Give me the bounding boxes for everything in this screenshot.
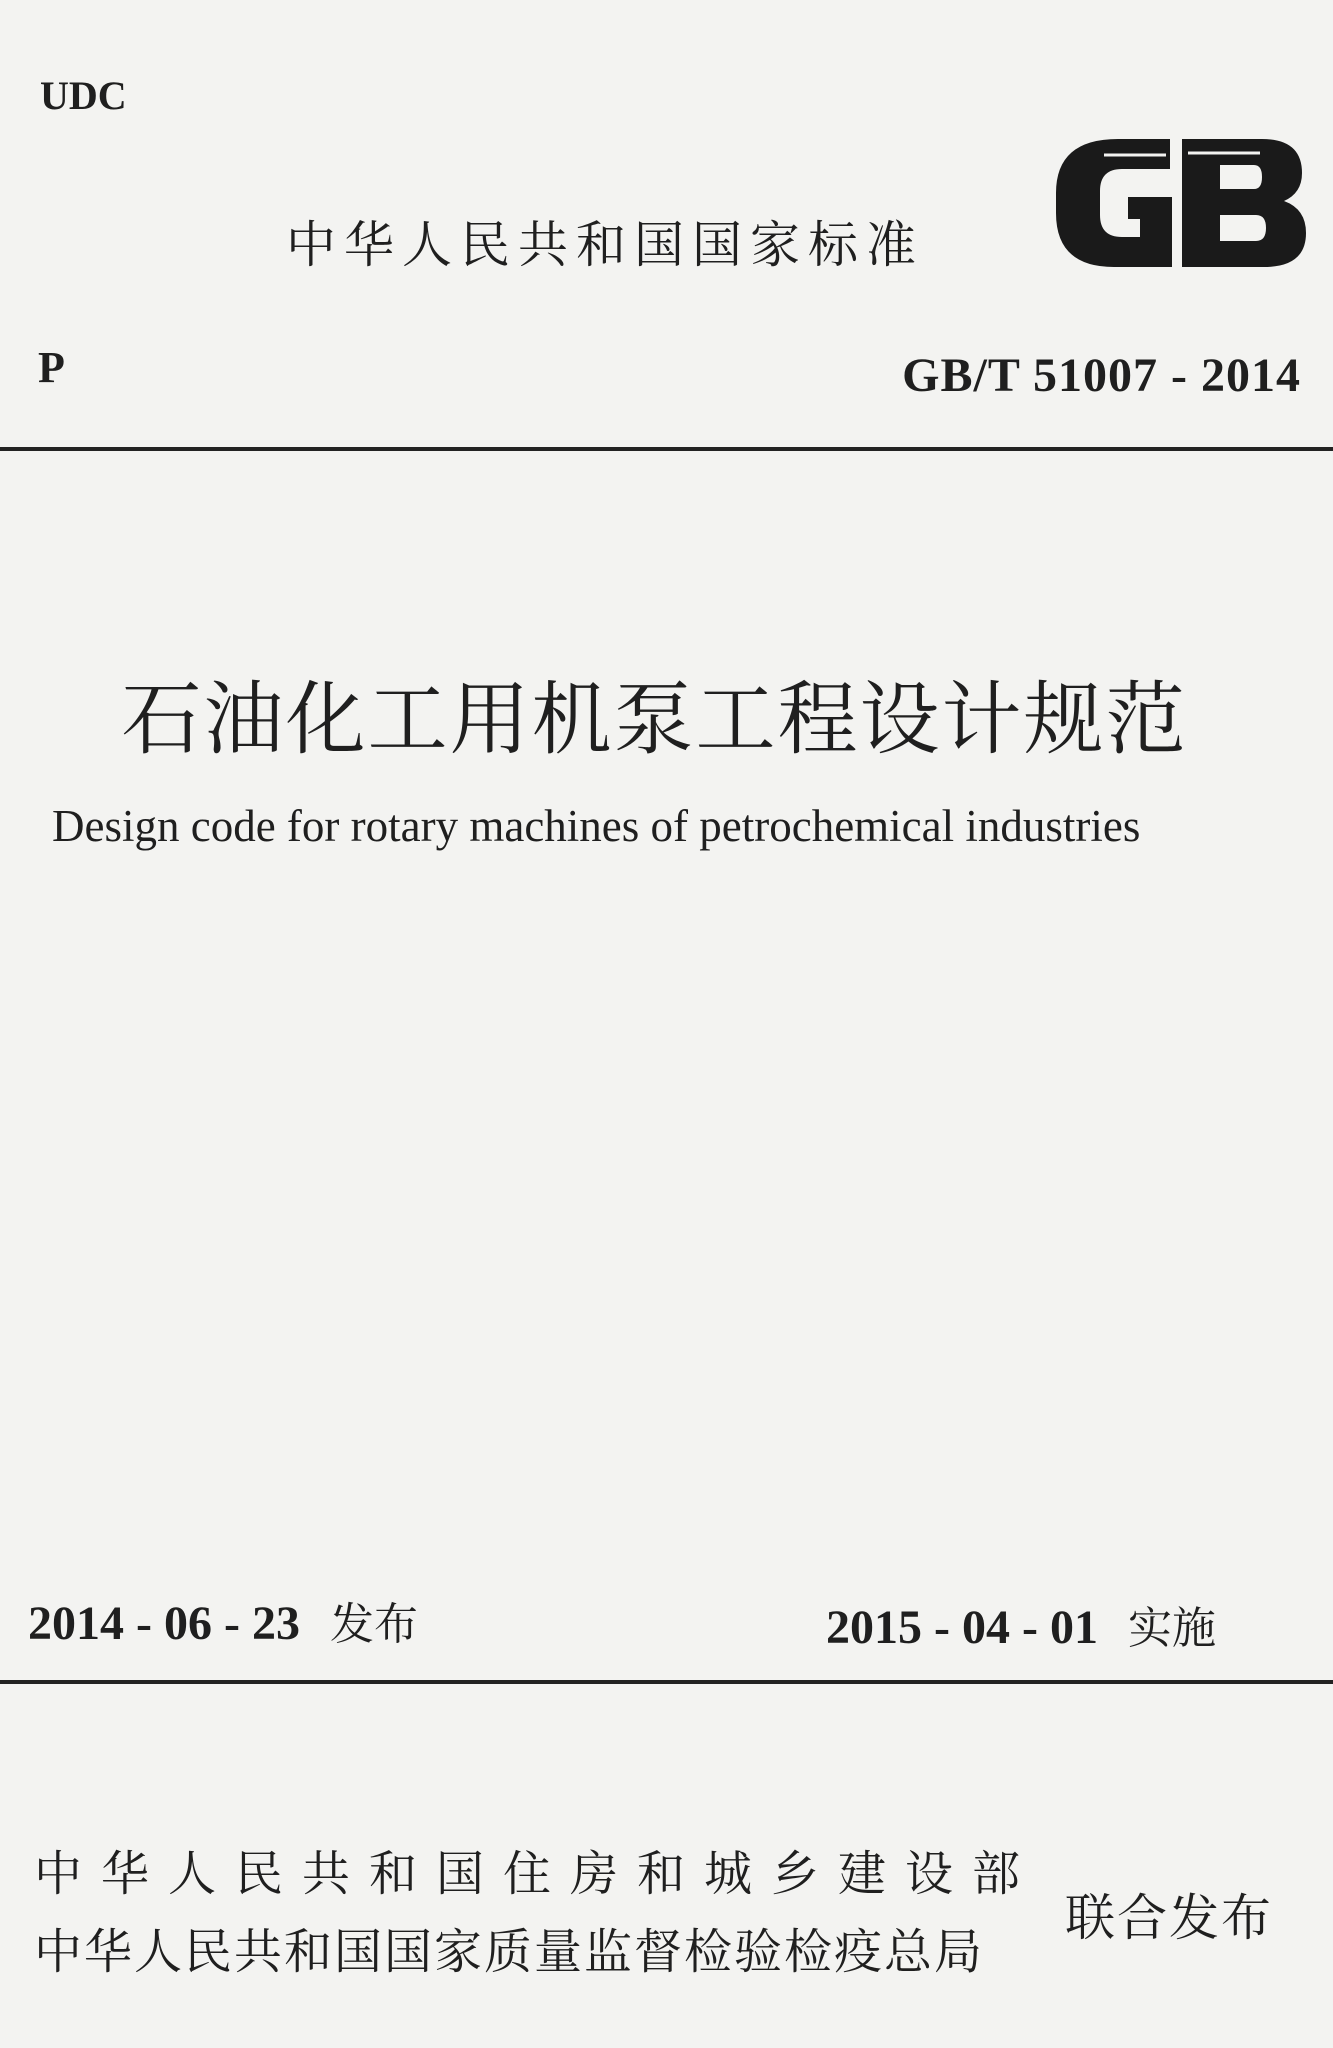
publication-date-label: 发布 <box>329 1599 418 1650</box>
title-chinese-text: 石油化工用机泵工程设计规范 <box>121 673 1188 766</box>
title-english: Design code for rotary machines of petrochemical industries <box>52 801 1141 851</box>
standard-type-heading: 中华人民共和国国家标准 <box>286 216 924 274</box>
issuer-ministry-housing: 中华人民共和国住房和城乡建设部 <box>34 1846 1040 1902</box>
top-divider <box>0 447 1333 451</box>
title-chinese <box>0 655 1333 770</box>
effective-date <box>826 1592 1216 1656</box>
publication-date-value: 2014 - 06 - 23 <box>28 1597 300 1650</box>
effective-date-value: 2015 - 04 - 01 <box>826 1601 1098 1654</box>
bottom-divider <box>0 1680 1333 1684</box>
standard-number: GB/T 51007 - 2014 <box>902 349 1301 402</box>
udc-label: UDC <box>40 73 127 118</box>
joint-issue-label: 联合发布 <box>1065 1889 1273 1947</box>
effective-date-label: 实施 <box>1127 1603 1216 1654</box>
publication-date <box>28 1588 418 1652</box>
issuer-aqsiq: 中华人民共和国国家质量监督检验检疫总局 <box>34 1924 985 1980</box>
gb-logo-icon <box>1048 135 1308 270</box>
classification-code: P <box>38 343 65 392</box>
